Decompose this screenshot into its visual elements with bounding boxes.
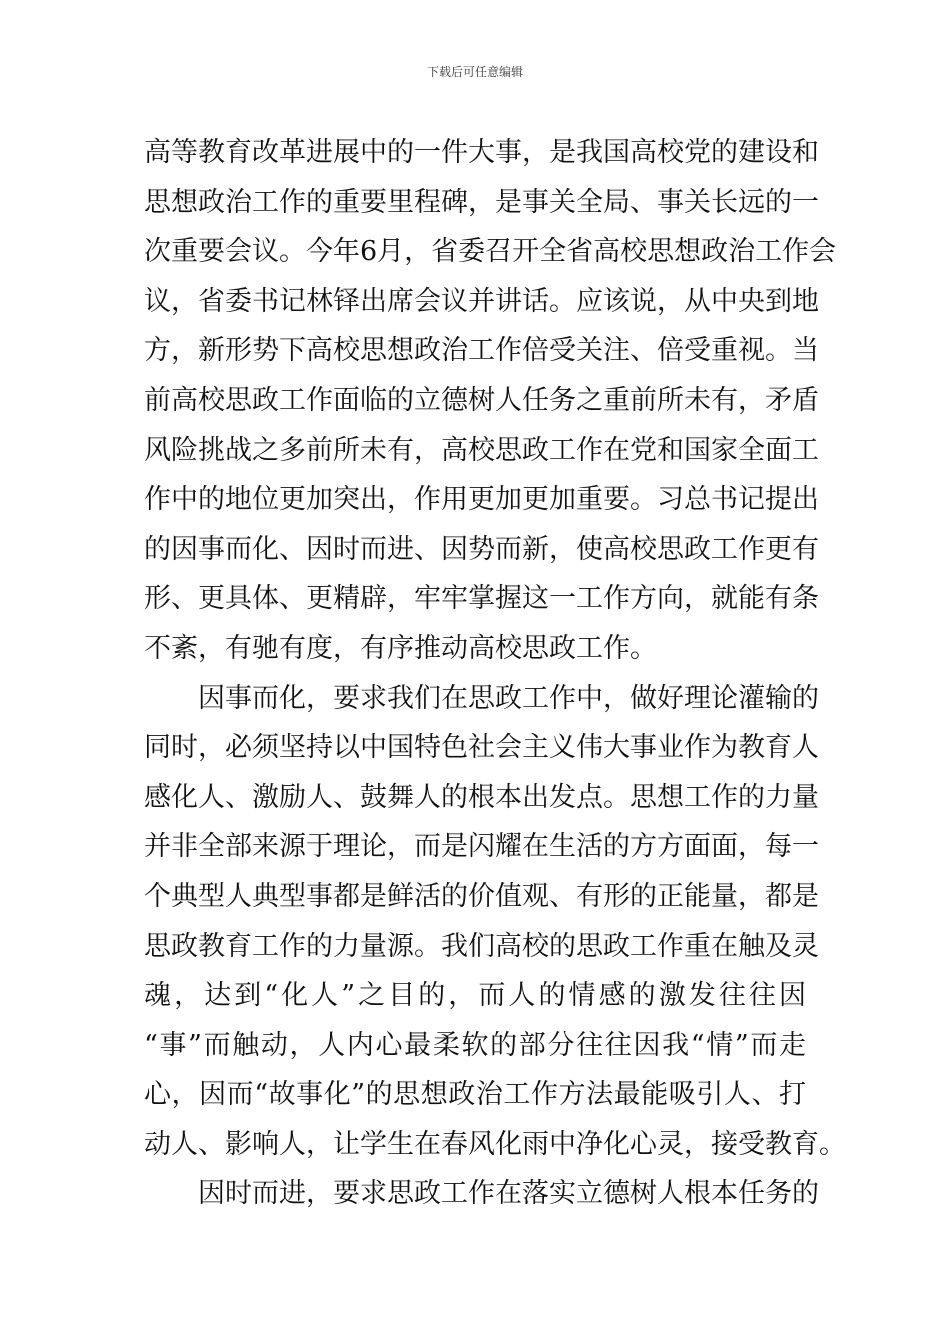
text-line: 不紊，有驰有度，有序推动高校思政工作。 xyxy=(144,632,657,664)
text-line: 作中的地位更加突出，作用更加更加重要。习总书记提出 xyxy=(144,484,819,516)
text-line: 思想政治工作的重要里程碑，是事关全局、事关长远的一 xyxy=(144,186,819,218)
text-line: 前高校思政工作面临的立德树人任务之重前所未有，矛盾 xyxy=(144,384,819,416)
page-header: 下载后可任意编辑 xyxy=(426,65,523,79)
text-line: 的因事而化、因时而进、因势而新，使高校思政工作更有 xyxy=(144,533,819,565)
text-line: 方，新形势下高校思想政治工作倍受关注、倍受重视。当 xyxy=(144,335,819,367)
text-line: 形、更具体、更精辟，牢牢掌握这一工作方向，就能有条 xyxy=(144,583,819,615)
paragraph xyxy=(144,128,837,674)
text-line: 高等教育改革进展中的一件大事，是我国高校党的建设和 xyxy=(144,137,819,168)
text-line: 个典型人典型事都是鲜活的价值观、有形的正能量，都是 xyxy=(144,880,819,912)
text-line: 风险挑战之多前所未有，高校思政工作在党和国家全面工 xyxy=(144,434,819,466)
text-line: 议，省委书记林铎出席会议并讲话。应该说，从中央到地 xyxy=(144,285,819,317)
document-body xyxy=(144,128,846,1219)
text-line: 同时，必须坚持以中国特色社会主义伟大事业作为教育人 xyxy=(144,732,819,764)
text-line: 因事而化，要求我们在思政工作中，做好理论灌输的 xyxy=(198,682,819,714)
text-line: 因时而进，要求思政工作在落实立德树人根本任务的 xyxy=(198,1178,819,1210)
text-line: 动人、影响人，让学生在春风化雨中净化心灵，接受教育。 xyxy=(144,1128,846,1160)
paragraph xyxy=(144,1169,819,1219)
paragraph xyxy=(144,674,846,1170)
text-line: 并非全部来源于理论，而是闪耀在生活的方方面面，每一 xyxy=(144,831,819,863)
text-line: 感化人、激励人、鼓舞人的根本出发点。思想工作的力量 xyxy=(144,781,819,813)
text-line: 心，因而“故事化”的思想政治工作方法最能吸引人、打 xyxy=(144,1079,806,1111)
text-line: 思政教育工作的力量源。我们高校的思政工作重在触及灵 xyxy=(144,930,819,962)
text-line: “事”而触动，人内心最柔软的部分往往因我“情”而走 xyxy=(144,1029,806,1061)
text-line: 魂，达到“化人”之目的，而人的情感的激发往往因 xyxy=(144,980,806,1012)
text-line: 次重要会议。今年6月，省委召开全省高校思想政治工作会 xyxy=(144,236,837,268)
